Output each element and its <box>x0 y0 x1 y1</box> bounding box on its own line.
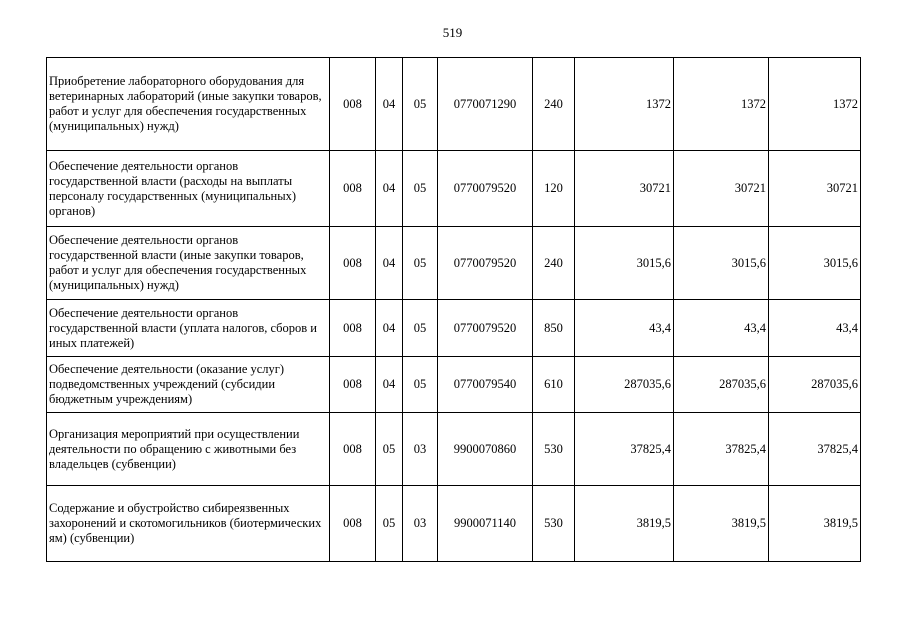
expense-name: Организация мероприятий при осуществлении деятельности по обращению с животными без владельцев (субвенции) <box>47 413 330 486</box>
table-row <box>47 58 861 151</box>
table-row <box>47 486 861 562</box>
amount-year-1: 37825,4 <box>575 413 674 486</box>
section-code: 05 <box>376 486 403 562</box>
section-code: 04 <box>376 151 403 227</box>
section-code: 04 <box>376 300 403 357</box>
expense-name: Обеспечение деятельности (оказание услуг) подведомственных учреждений (субсидии бюджетным учреждениям) <box>47 357 330 413</box>
subsection-code: 05 <box>403 58 438 151</box>
subsection-code: 05 <box>403 151 438 227</box>
amount-year-2: 287035,6 <box>674 357 769 413</box>
table-row <box>47 357 861 413</box>
section-code: 04 <box>376 357 403 413</box>
amount-year-1: 3015,6 <box>575 227 674 300</box>
expense-type-code: 530 <box>533 413 575 486</box>
expense-name: Содержание и обустройство сибиреязвенных захоронений и скотомогильников (биотермических ям) (субвенции) <box>47 486 330 562</box>
grbs-code: 008 <box>330 413 376 486</box>
section-code: 04 <box>376 58 403 151</box>
amount-year-1: 3819,5 <box>575 486 674 562</box>
amount-year-1: 287035,6 <box>575 357 674 413</box>
expense-name: Обеспечение деятельности органов государственной власти (расходы на выплаты персоналу государственных (муниципальных) органов) <box>47 151 330 227</box>
table-row <box>47 151 861 227</box>
expense-type-code: 120 <box>533 151 575 227</box>
target-article-code: 0770079520 <box>438 300 533 357</box>
amount-year-3: 3819,5 <box>769 486 861 562</box>
amount-year-3: 1372 <box>769 58 861 151</box>
amount-year-3: 287035,6 <box>769 357 861 413</box>
budget-table <box>46 57 861 562</box>
subsection-code: 05 <box>403 227 438 300</box>
expense-name: Обеспечение деятельности органов государственной власти (иные закупки товаров, работ и услуг для обеспечения государственных (муниципальных) нужд) <box>47 227 330 300</box>
amount-year-1: 1372 <box>575 58 674 151</box>
amount-year-3: 43,4 <box>769 300 861 357</box>
amount-year-3: 30721 <box>769 151 861 227</box>
amount-year-2: 43,4 <box>674 300 769 357</box>
amount-year-1: 43,4 <box>575 300 674 357</box>
expense-type-code: 240 <box>533 227 575 300</box>
subsection-code: 03 <box>403 413 438 486</box>
amount-year-3: 37825,4 <box>769 413 861 486</box>
section-code: 04 <box>376 227 403 300</box>
amount-year-2: 1372 <box>674 58 769 151</box>
expense-type-code: 240 <box>533 58 575 151</box>
amount-year-2: 30721 <box>674 151 769 227</box>
grbs-code: 008 <box>330 151 376 227</box>
target-article-code: 9900070860 <box>438 413 533 486</box>
target-article-code: 9900071140 <box>438 486 533 562</box>
target-article-code: 0770071290 <box>438 58 533 151</box>
table-row <box>47 300 861 357</box>
subsection-code: 05 <box>403 300 438 357</box>
amount-year-2: 37825,4 <box>674 413 769 486</box>
grbs-code: 008 <box>330 300 376 357</box>
grbs-code: 008 <box>330 486 376 562</box>
subsection-code: 03 <box>403 486 438 562</box>
grbs-code: 008 <box>330 227 376 300</box>
expense-type-code: 850 <box>533 300 575 357</box>
grbs-code: 008 <box>330 357 376 413</box>
expense-name: Обеспечение деятельности органов государственной власти (уплата налогов, сборов и иных платежей) <box>47 300 330 357</box>
page-number: 519 <box>442 25 463 40</box>
section-code: 05 <box>376 413 403 486</box>
subsection-code: 05 <box>403 357 438 413</box>
grbs-code: 008 <box>330 58 376 151</box>
amount-year-2: 3819,5 <box>674 486 769 562</box>
table-row <box>47 227 861 300</box>
amount-year-1: 30721 <box>575 151 674 227</box>
amount-year-2: 3015,6 <box>674 227 769 300</box>
target-article-code: 0770079540 <box>438 357 533 413</box>
target-article-code: 0770079520 <box>438 227 533 300</box>
target-article-code: 0770079520 <box>438 151 533 227</box>
expense-name: Приобретение лабораторного оборудования для ветеринарных лабораторий (иные закупки товаров, работ и услуг для обеспечения государственных (муниципальных) нужд) <box>47 58 330 151</box>
expense-type-code: 610 <box>533 357 575 413</box>
amount-year-3: 3015,6 <box>769 227 861 300</box>
table-row <box>47 413 861 486</box>
expense-type-code: 530 <box>533 486 575 562</box>
table-body <box>47 58 861 562</box>
